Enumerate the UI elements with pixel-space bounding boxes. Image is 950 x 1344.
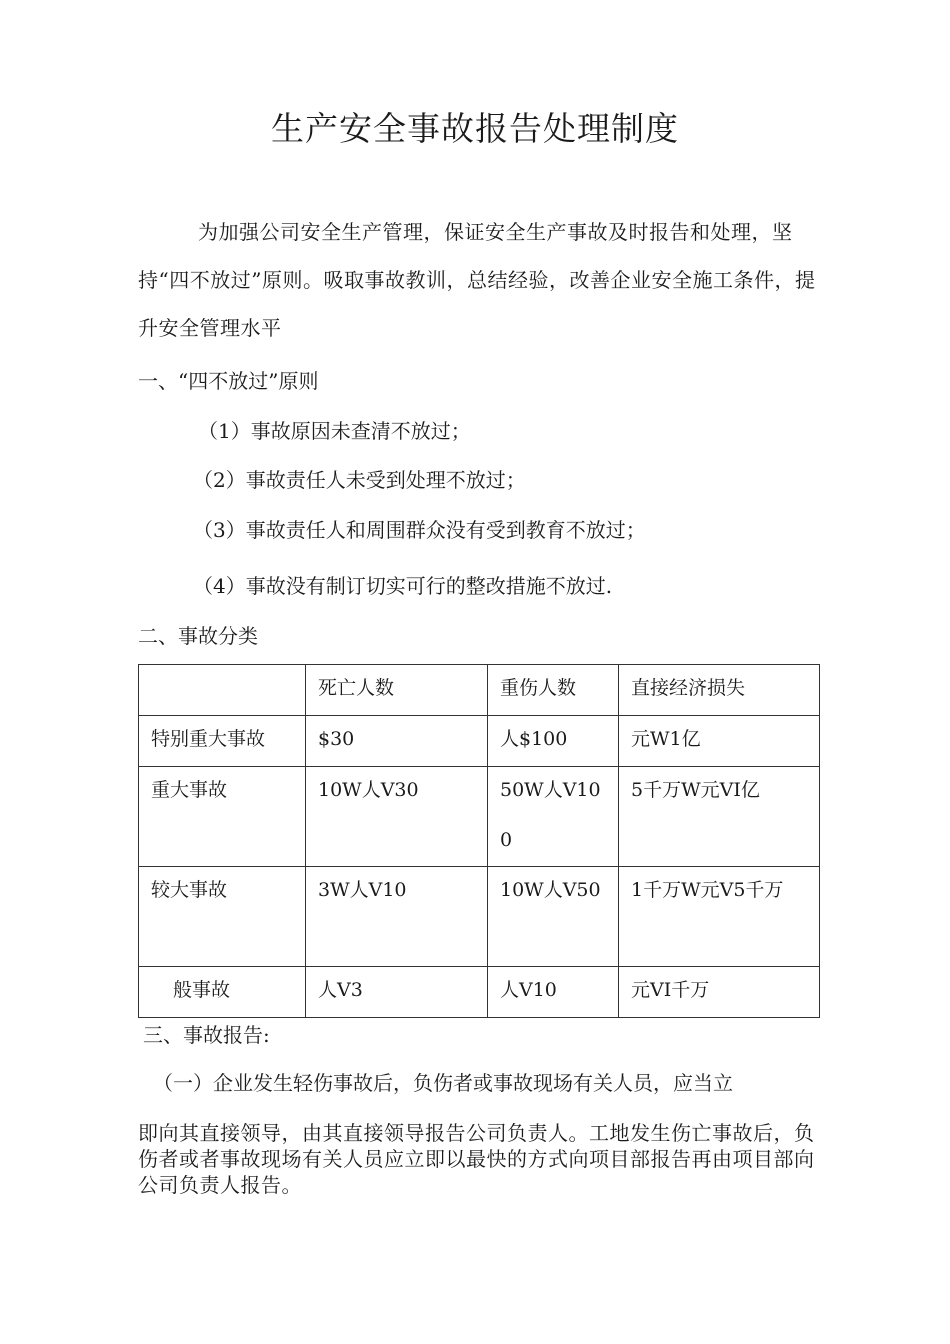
table-cell: 10W人V30 xyxy=(306,767,488,867)
table-cell: 10W人V50 xyxy=(488,867,619,967)
table-cell: 特别重大事故 xyxy=(139,716,306,767)
table-row xyxy=(139,867,820,967)
table-cell: 元VI千万 xyxy=(619,967,820,1018)
accident-classification-table xyxy=(138,664,820,1018)
table-cell: 人V3 xyxy=(306,967,488,1018)
table-row xyxy=(139,767,820,867)
section-heading-report: 三、事故报告: xyxy=(143,1023,270,1047)
report-paragraph-continuation: 即向其直接领导，由其直接领导报告公司负责人。工地发生伤亡事故后，负伤者或者事故现场有关人员应立即以最快的方式向项目部报告再由项目部向公司负责人报告。 xyxy=(138,1121,815,1197)
principle-item-2: （2）事故责任人未受到处理不放过； xyxy=(193,468,526,492)
table-row xyxy=(139,716,820,767)
section-heading-classification: 二、事故分类 xyxy=(138,624,258,648)
table-header-cell: 死亡人数 xyxy=(306,665,488,716)
table-header-cell xyxy=(139,665,306,716)
table-header-row xyxy=(139,665,820,716)
table-cell: 人V10 xyxy=(488,967,619,1018)
principle-item-4: （4）事故没有制订切实可行的整改措施不放过. xyxy=(193,574,613,598)
section-heading-principles: 一、“四不放过”原则 xyxy=(138,369,319,393)
report-paragraph-first-line: （一）企业发生轻伤事故后，负伤者或事故现场有关人员，应当立 xyxy=(153,1071,733,1095)
table-cell: 元W1亿 xyxy=(619,716,820,767)
table-header-cell: 直接经济损失 xyxy=(619,665,820,716)
principle-item-3: （3）事故责任人和周围群众没有受到教育不放过； xyxy=(193,518,646,542)
principle-item-1: （1）事故原因未查清不放过； xyxy=(198,419,471,443)
table-cell: $30 xyxy=(306,716,488,767)
table-cell: 般事故 xyxy=(139,967,306,1018)
table-header-cell: 重伤人数 xyxy=(488,665,619,716)
table-cell: 重大事故 xyxy=(139,767,306,867)
table-row xyxy=(139,967,820,1018)
table-cell: 人$100 xyxy=(488,716,619,767)
table-cell: 1千万W元V5千万 xyxy=(619,867,820,967)
table-cell: 较大事故 xyxy=(139,867,306,967)
table-cell: 3W人V10 xyxy=(306,867,488,967)
table-cell: 50W人V100 xyxy=(488,767,619,867)
intro-paragraph: 为加强公司安全生产管理，保证安全生产事故及时报告和处理，坚持“四不放过”原则。吸取事故教训，总结经验，改善企业安全施工条件，提升安全管理水平 xyxy=(138,220,816,340)
table-cell: 5千万W元VI亿 xyxy=(619,767,820,867)
page-title: 生产安全事故报告处理制度 xyxy=(271,109,679,148)
